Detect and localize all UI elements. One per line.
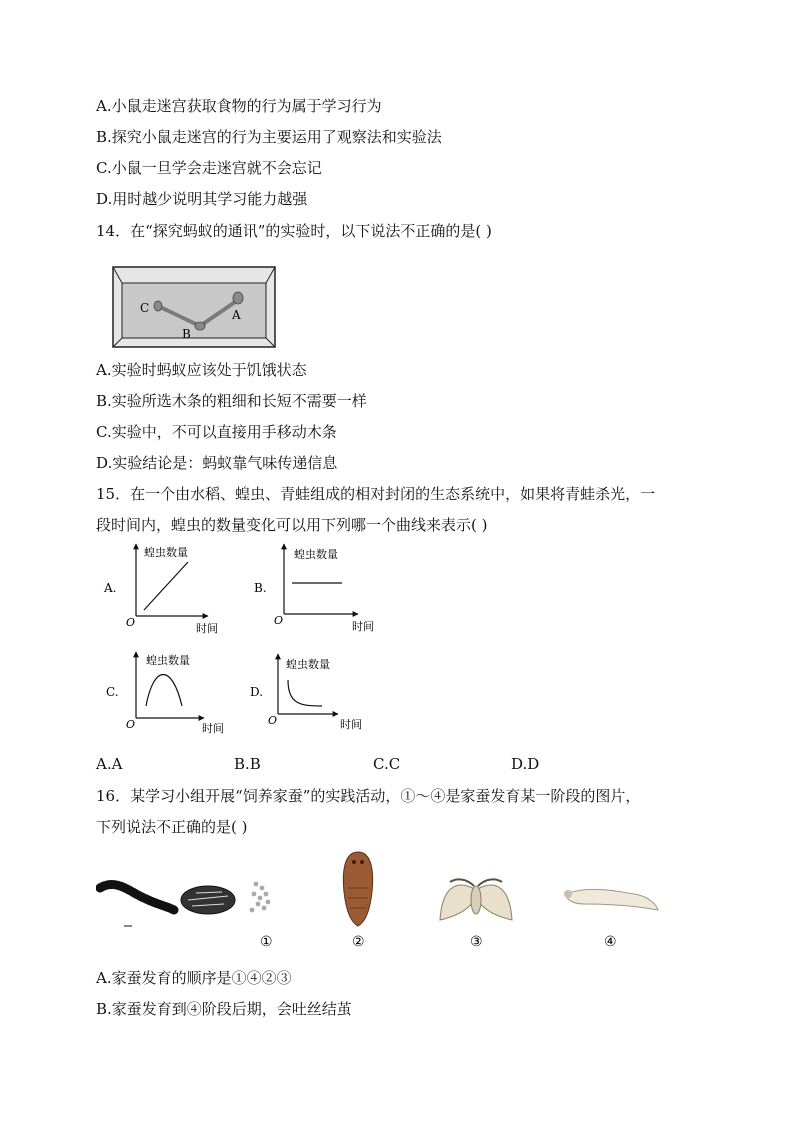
graph-b-label: B.: [254, 581, 267, 595]
q15-stem-line1: 15．在一个由水稻、蝗虫、青蛙组成的相对封闭的生态系统中，如果将青蛙杀光，一: [96, 485, 656, 503]
q16-stem-line2: 下列说法不正确的是( ): [96, 818, 248, 836]
graph-d-xlabel: 时间: [340, 718, 362, 731]
graph-c: [106, 652, 224, 735]
label-c: C: [140, 301, 150, 315]
larva-sketch-image: [100, 885, 174, 927]
graph-c-xlabel: 时间: [202, 722, 224, 735]
graph-d-ylabel: 蝗虫数量: [286, 658, 330, 671]
q14-stem: 14．在“探究蚂蚁的通讯”的实验时，以下说法不正确的是( ): [96, 222, 492, 240]
graph-a-xlabel: 时间: [196, 622, 218, 635]
pupa-sketch-image: [181, 886, 235, 914]
graph-b-ylabel: 蝗虫数量: [294, 548, 338, 561]
label-4: ④: [604, 934, 617, 950]
label-b: B: [182, 327, 191, 341]
label-1: ①: [260, 934, 273, 950]
q15-option-d: D.D: [511, 755, 540, 773]
graph-c-ylabel: 蝗虫数量: [146, 654, 190, 667]
q15-option-a: A.A: [96, 755, 123, 773]
q13-option-c: C.小鼠一旦学会走迷宫就不会忘记: [96, 159, 322, 177]
pupa-image: [343, 852, 372, 926]
graph-a-origin: O: [126, 616, 136, 629]
label-2: ②: [352, 934, 365, 950]
q16-option-b: B.家蚕发育到④阶段后期，会吐丝结茧: [96, 1000, 352, 1018]
eggs-image: [250, 882, 271, 913]
q14-option-b: B.实验所选木条的粗细和长短不需要一样: [96, 392, 367, 410]
moth-image: [440, 879, 512, 920]
graph-d-origin: O: [268, 714, 278, 727]
q13-option-b: B.探究小鼠走迷宫的行为主要运用了观察法和实验法: [96, 128, 442, 146]
q15-option-c: C.C: [373, 755, 401, 773]
q14-option-d: D.实验结论是：蚂蚁靠气味传递信息: [96, 454, 338, 472]
graph-d-curve: [288, 680, 322, 706]
graph-d-label: D.: [250, 685, 264, 699]
graph-c-origin: O: [126, 718, 136, 731]
graph-a: [103, 544, 218, 635]
graph-c-curve: [146, 675, 182, 707]
label-3: ③: [470, 934, 483, 950]
q14-ant-experiment-figure: [112, 266, 276, 348]
graph-a-curve: [144, 562, 188, 610]
label-a: A: [232, 308, 241, 322]
q15-stem-line2: 段时间内，蝗虫的数量变化可以用下列哪一个曲线来表示( ): [96, 516, 488, 534]
q15-graphs: [96, 540, 396, 740]
q13-option-a: A.小鼠走迷宫获取食物的行为属于学习行为: [96, 97, 382, 115]
graph-a-label: A.: [104, 581, 117, 595]
q14-option-a: A.实验时蚂蚁应该处于饥饿状态: [96, 361, 307, 379]
graph-b: [254, 544, 374, 633]
q16-option-a: A.家蚕发育的顺序是①④②③: [96, 969, 292, 987]
q15-option-b: B.B: [234, 755, 261, 773]
q13-option-d: D.用时越少说明其学习能力越强: [96, 190, 308, 208]
graph-b-xlabel: 时间: [352, 620, 374, 633]
q14-option-c: C.实验中，不可以直接用手移动木条: [96, 423, 337, 441]
graph-b-origin: O: [274, 614, 284, 627]
q16-stem-line1: 16．某学习小组开展“饲养家蚕”的实践活动，①～④是家蚕发育某一阶段的图片，: [96, 787, 641, 805]
larva-image: [564, 889, 658, 910]
q16-silkworm-figure: [96, 848, 676, 952]
graph-c-label: C.: [106, 685, 119, 699]
graph-a-ylabel: 蝗虫数量: [144, 546, 188, 559]
graph-d: [250, 654, 362, 731]
